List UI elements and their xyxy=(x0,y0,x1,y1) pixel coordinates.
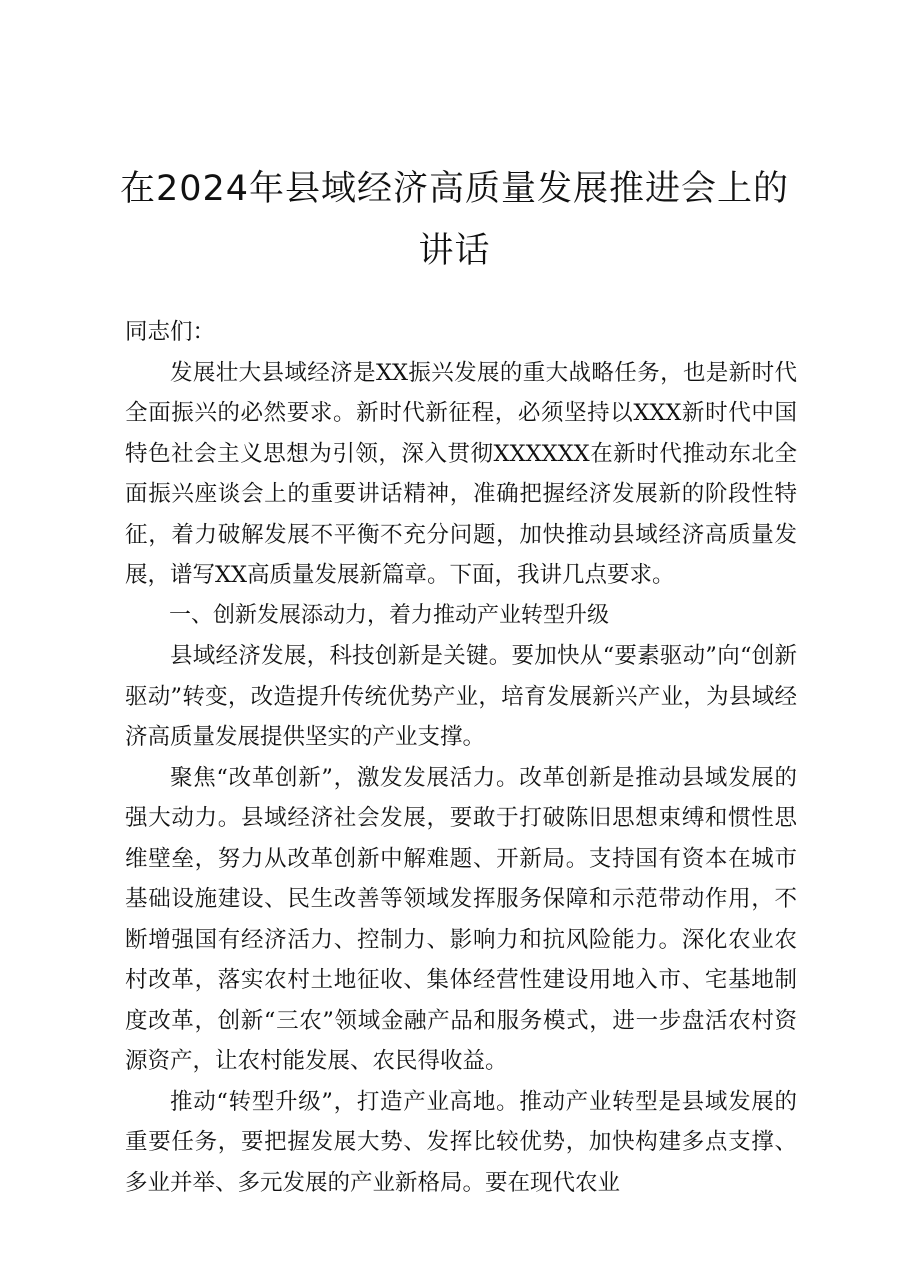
section-heading: 一、创新发展添动力，着力推动产业转型升级 xyxy=(169,602,610,628)
intro-paragraph: 发展壮大县域经济是XX振兴发展的重大战略任务，也是新时代全面振兴的必然要求。新时代新征程，必须坚持以XXX新时代中国特色社会主义思想为引领，深入贯彻XXXXXX在新时代推动东北全面振兴座谈会上的重要讲话精神，准确把握经济发展新的阶段性特征，着力破解发展不平衡不充分问题，加快推动县域经济高质量发展，谱写XX高质量发展新篇章。下面，我讲几点要求。 xyxy=(125,359,797,588)
section-paragraph-2: 聚焦“改革创新”，激发发展活力。改革创新是推动县域发展的强大动力。县域经济社会发展，要敢于打破陈旧思想束缚和惯性思维壁垒，努力从改革创新中解难题、开新局。支持国有资本在城市基础设施建设、民生改善等领域发挥服务保障和示范带动作用，不断增强国有经济活力、控制力、影响力和抗风险能力。深化农业农村改革，落实农村土地征收、集体经营性建设用地入市、宅基地制度改革，创新“三农”领域金融产品和服务模式，进一步盘活农村资源资产，让农村能发展、农民得收益。 xyxy=(125,764,797,1074)
section-paragraph-1: 县域经济发展，科技创新是关键。要加快从“要素驱动”向“创新驱动”转变，改造提升传统优势产业，培育发展新兴产业，为县域经济高质量发展提供坚实的产业支撑。 xyxy=(125,643,797,750)
section-paragraph-3: 推动“转型升级”，打造产业高地。推动产业转型是县域发展的重要任务，要把握发展大势、发挥比较优势，加快构建多点支撑、多业并举、多元发展的产业新格局。要在现代农业 xyxy=(125,1088,797,1196)
document-title: 在2024年县域经济高质量发展推进会上的讲话 xyxy=(119,169,790,271)
salutation: 同志们： xyxy=(125,319,216,345)
document-body xyxy=(125,312,797,1203)
